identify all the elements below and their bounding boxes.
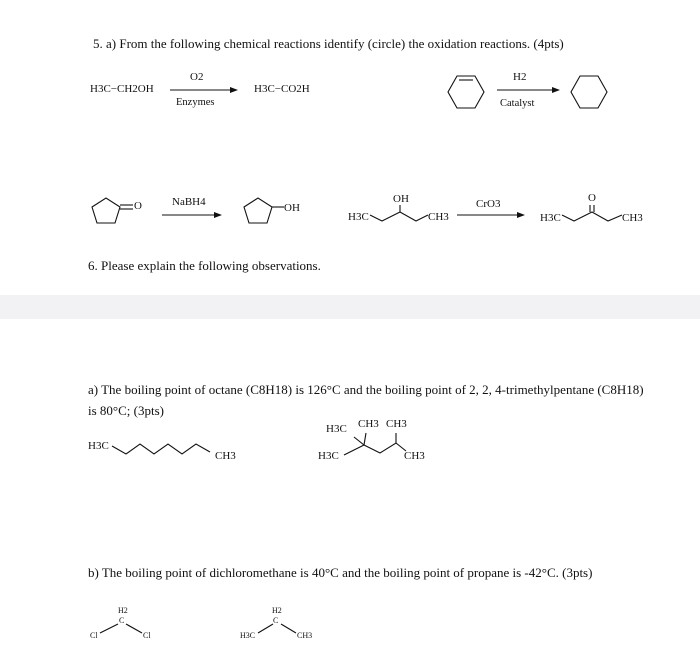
q6a-text-line2: is 80°C; (3pts) [88, 403, 164, 418]
octane-right-methyl: CH3 [215, 450, 236, 462]
butanone-chain [562, 203, 624, 225]
question-6-prompt: 6. Please explain the following observations. [88, 258, 321, 273]
r4-arrow [457, 211, 527, 221]
r3-ketone-oxygen: O [134, 200, 142, 212]
octane-chain [112, 440, 222, 460]
q6b-text: b) The boiling point of dichloromethane is 40°C and the boiling point of propane is -42°C. (3pts) [88, 565, 593, 580]
r3-reagent-top: NaBH4 [172, 196, 206, 208]
tmp-label-3: CH3 [386, 418, 407, 430]
propane-right-methyl: CH3 [297, 631, 313, 640]
r1-reagent-top: O2 [190, 71, 204, 83]
r3-arrow [162, 211, 228, 221]
tmp-label-4: H3C [318, 450, 339, 462]
trimethylpentane-skeleton [340, 429, 410, 459]
dcm-right-chlorine: Cl [143, 631, 151, 640]
tmp-label-2: CH3 [358, 418, 379, 430]
dcm-left-chlorine: Cl [90, 631, 98, 640]
propane-carbon-label: C [273, 616, 279, 625]
octane-left-methyl: H3C [88, 440, 109, 452]
r1-product: H3C−CO2H [254, 83, 310, 95]
dcm-carbon-label: C [119, 616, 125, 625]
cyclohexene-structure [447, 74, 487, 110]
r1-reagent-bottom: Enzymes [176, 97, 215, 108]
cyclopentanone-structure [88, 196, 138, 228]
propane-h2-label: H2 [272, 606, 282, 615]
r1-reactant: H3C−CH2OH [90, 83, 154, 95]
butanol-chain [370, 205, 430, 225]
tmp-label-5: CH3 [404, 450, 425, 462]
propane-left-methyl: H3C [240, 631, 256, 640]
r3-hydroxyl: OH [284, 202, 300, 214]
question-5-card [0, 0, 700, 295]
r4-reagent-top: CrO3 [476, 198, 501, 210]
r4-product-right-methyl: CH3 [622, 212, 643, 224]
cyclohexane-structure [570, 74, 610, 110]
r1-arrow [170, 86, 240, 96]
question-5-prompt: 5. a) From the following chemical reactions identify (circle) the oxidation reactions. (4pts) [93, 36, 564, 51]
tmp-label-1: H3C [326, 423, 347, 435]
dcm-h2-label: H2 [118, 606, 128, 615]
r4-hydroxyl-label: OH [393, 193, 409, 205]
r2-arrow [497, 86, 567, 96]
r4-ketone-oxygen: O [588, 192, 596, 204]
q6a-text-line1: a) The boiling point of octane (C8H18) is 126°C and the boiling point of 2, 2, 4-trimethylpentane (C8H18) [88, 382, 644, 397]
question-6-card [0, 319, 700, 663]
cyclopentanol-structure [240, 196, 290, 228]
r2-reagent-top: H2 [513, 71, 527, 83]
r4-right-methyl: CH3 [428, 211, 449, 223]
r2-reagent-bottom: Catalyst [500, 98, 535, 109]
r4-left-methyl: H3C [348, 211, 369, 223]
r4-product-left-methyl: H3C [540, 212, 561, 224]
